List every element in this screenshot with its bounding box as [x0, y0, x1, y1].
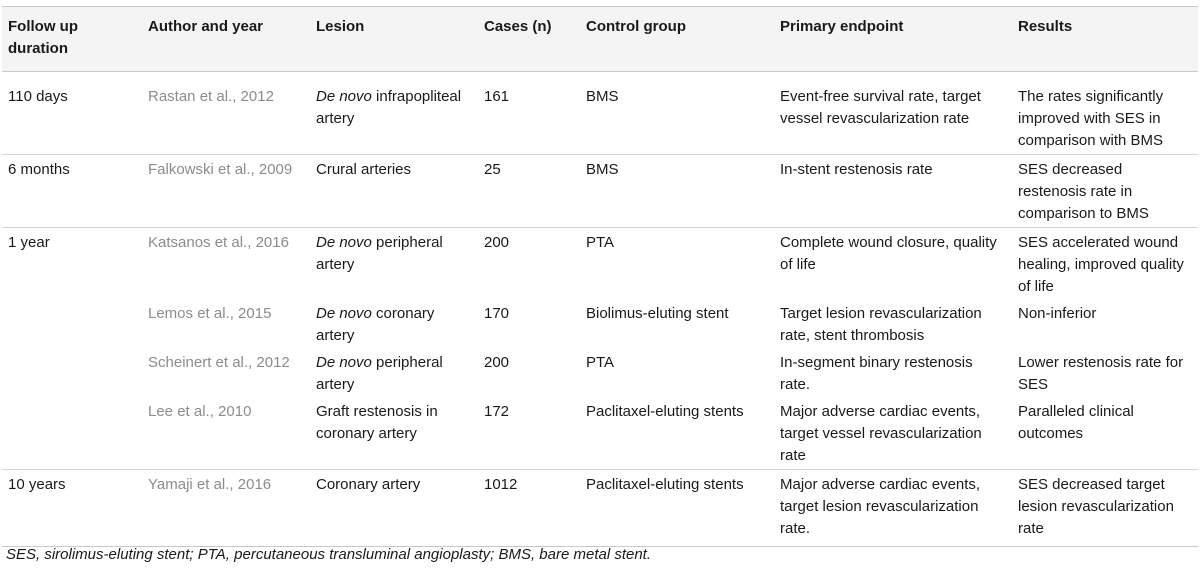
table-row — [2, 228, 1198, 301]
lesion-italic-text: De novo — [316, 354, 372, 371]
table-row — [2, 300, 1198, 349]
lesion-text: coronary artery — [316, 305, 435, 344]
endpoint-cell: Complete wound closure, quality of life — [780, 234, 997, 273]
table-row — [2, 155, 1198, 228]
lesion-text: Crural arteries — [316, 161, 412, 178]
author-cell: Rastan et al., 2012 — [148, 88, 274, 105]
header-follow-up-duration: Follow up duration — [8, 18, 78, 57]
control-cell: Biolimus-eluting stent — [586, 305, 729, 322]
lesion-cell — [310, 228, 478, 301]
control-cell: PTA — [586, 234, 615, 251]
results-cell: SES decreased restenosis rate in comparison to BMS — [1018, 161, 1149, 222]
lesion-italic-text: De novo — [316, 234, 372, 251]
author-cell: Lemos et al., 2015 — [148, 305, 272, 322]
lesion-cell — [310, 155, 478, 228]
control-cell: Paclitaxel-eluting stents — [586, 403, 744, 420]
table-row — [2, 470, 1198, 547]
lesion-italic-text: De novo — [316, 305, 372, 322]
document-page — [0, 6, 1200, 572]
results-cell: SES decreased target lesion revascularization rate — [1018, 476, 1174, 537]
table-row — [2, 398, 1198, 470]
results-table — [2, 6, 1198, 547]
header-control-group: Control group — [586, 18, 686, 35]
control-cell: PTA — [586, 354, 615, 371]
cases-cell: 1012 — [484, 476, 518, 493]
cases-cell: 200 — [484, 234, 510, 251]
endpoint-cell: Target lesion revascularization rate, stent thrombosis — [780, 305, 982, 344]
control-cell: Paclitaxel-eluting stents — [586, 476, 744, 493]
header-author-and-year: Author and year — [148, 18, 264, 35]
lesion-text: infrapopliteal artery — [316, 88, 462, 127]
endpoint-cell: Event-free survival rate, target vessel revascularization rate — [780, 88, 981, 127]
lesion-cell — [310, 470, 478, 547]
endpoint-cell: In-stent restenosis rate — [780, 161, 933, 178]
lesion-text: Graft restenosis in coronary artery — [316, 403, 438, 442]
author-cell: Yamaji et al., 2016 — [148, 476, 272, 493]
author-cell: Scheinert et al., 2012 — [148, 354, 290, 371]
header-results: Results — [1018, 18, 1073, 35]
duration-cell: 6 months — [8, 161, 70, 178]
table-row — [2, 72, 1198, 155]
table-footnote: SES, sirolimus-eluting stent; PTA, percutaneous transluminal angioplasty; BMS, bare metal stent. — [6, 546, 652, 563]
cases-cell: 200 — [484, 354, 510, 371]
cases-cell: 170 — [484, 305, 510, 322]
lesion-cell — [310, 300, 478, 349]
lesion-text: peripheral artery — [316, 234, 443, 273]
lesion-cell — [310, 398, 478, 470]
cases-cell: 161 — [484, 88, 510, 105]
header-cases: Cases (n) — [484, 18, 552, 35]
endpoint-cell: In-segment binary restenosis rate. — [780, 354, 973, 393]
header-primary-endpoint: Primary endpoint — [780, 18, 904, 35]
header-row — [2, 7, 1198, 72]
duration-cell: 1 year — [8, 234, 50, 251]
author-cell: Falkowski et al., 2009 — [148, 161, 293, 178]
results-cell: SES accelerated wound healing, improved quality of life — [1018, 234, 1184, 295]
control-cell: BMS — [586, 88, 619, 105]
duration-cell — [2, 349, 142, 398]
results-cell: Non-inferior — [1018, 305, 1097, 322]
lesion-italic-text: De novo — [316, 88, 372, 105]
results-cell: The rates significantly improved with SES in comparison with BMS — [1018, 88, 1164, 149]
author-cell: Lee et al., 2010 — [148, 403, 252, 420]
results-cell: Lower restenosis rate for SES — [1018, 354, 1184, 393]
author-cell: Katsanos et al., 2016 — [148, 234, 289, 251]
lesion-text: peripheral artery — [316, 354, 443, 393]
duration-cell: 10 years — [8, 476, 66, 493]
endpoint-cell: Major adverse cardiac events, target vessel revascularization rate — [780, 403, 982, 464]
results-cell: Paralleled clinical outcomes — [1018, 403, 1134, 442]
lesion-text: Coronary artery — [316, 476, 421, 493]
cases-cell: 25 — [484, 161, 501, 178]
table-body — [2, 72, 1198, 547]
duration-cell: 110 days — [8, 88, 68, 105]
header-lesion: Lesion — [316, 18, 365, 35]
table-header — [2, 7, 1198, 72]
endpoint-cell: Major adverse cardiac events, target lesion revascularization rate. — [780, 476, 981, 537]
duration-cell — [2, 300, 142, 349]
lesion-cell — [310, 349, 478, 398]
duration-cell — [2, 398, 142, 470]
cases-cell: 172 — [484, 403, 510, 420]
control-cell: BMS — [586, 161, 619, 178]
table-row — [2, 349, 1198, 398]
lesion-cell — [310, 72, 478, 155]
